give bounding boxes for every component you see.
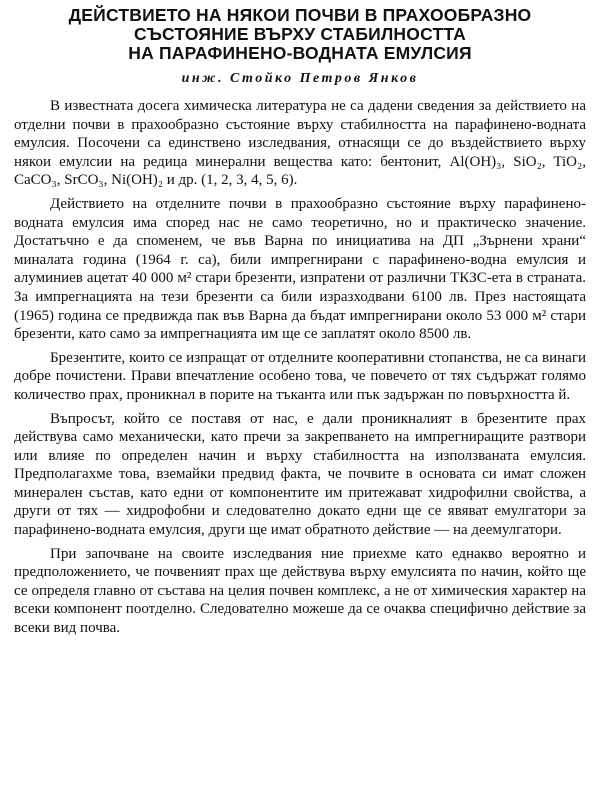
article-title-line-1: ДЕЙСТВИЕТО НА НЯКОИ ПОЧВИ В ПРАХООБРАЗНО xyxy=(68,5,532,25)
article-body xyxy=(14,97,586,638)
article-title-line-3: НА ПАРАФИНЕНО-ВОДНАТА ЕМУЛСИЯ xyxy=(128,43,472,63)
paragraph-5: При започване на своите изследвания ние приехме като еднакво вероятно и предположението, че почвеният прах ще действува върху емулсията по начин, който ще се определя главно от състава на целия почвен комплекс, а не от химическия характер на всеки компонент поотделно. Следователно можеше да се очаква специфично действие за всеки вид почва. xyxy=(14,545,586,637)
paragraph-2: Действието на отделните почви в прахообразно състояние върху парафинено-водната емулсия има според нас не само теоретично, но и практическо значение. Достатъчно е да споменем, че във Варна по инициатива на ДП „Зърнени храни“ миналата година (1964 г. са), били импрегнирани с парафинено-водна емулсия и алуминиев ацетат 40 000 м² стари брезенти, изпратени от различни ТКЗС-ета в страната. За импрегнацията на тези брезенти са били изразходвани 6100 лв. През настоящата (1965) година се предвижда пак във Варна да бъдат импрегнирани около 53 000 м² стари брезенти, като само за импрегнацията им ще се заплатят около 8500 лв. xyxy=(14,195,586,343)
article-author: инж. Стойко Петров Янков xyxy=(181,71,419,86)
article-title-line-2: СЪСТОЯНИЕ ВЪРХУ СТАБИЛНОСТТА xyxy=(133,24,467,44)
article-header xyxy=(14,6,586,87)
paragraph-4: Въпросът, който се поставя от нас, е дали проникналият в брезентите прах действува само механически, като пречи за закрепването на импрегниращите разтвори или влияе по определен начин и върху стабилността на използваната емулсия. Предполагахме това, вземайки предвид факта, че почвите в основата си имат сложен минерален състав, като едни от компонентите им притежават хидрофилни свойства, а други от тях — хидрофобни и следователно докато едни ще се явяват емулгатори за парафинено-водната емулсия, други ще имат обратното действие — на деемулгатори. xyxy=(14,410,586,539)
paragraph-3: Брезентите, които се изпращат от отделните кооперативни стопанства, не са винаги добре почистени. Прави впечатление особено това, че повечето от тях съдържат голямо количество прах, проникнал в порите на тъканта или пък задържан по повърхността й. xyxy=(14,349,586,403)
paragraph-1: В известната досега химическа литература не са дадени сведения за действието на отделни почви в прахообразно състояние върху стабилността на парафинено-водната емулсия. Посочени са единствено изследвания, отнасящи се до въздействието върху някои емулсии на редица минерални вещества като: бентонит, Al(OH)₃, SiO₂, TiO₂, CaCO₃, SrCO₃, Ni(OH)₂ и др. (1, 2, 3, 4, 5, 6). xyxy=(14,98,586,189)
